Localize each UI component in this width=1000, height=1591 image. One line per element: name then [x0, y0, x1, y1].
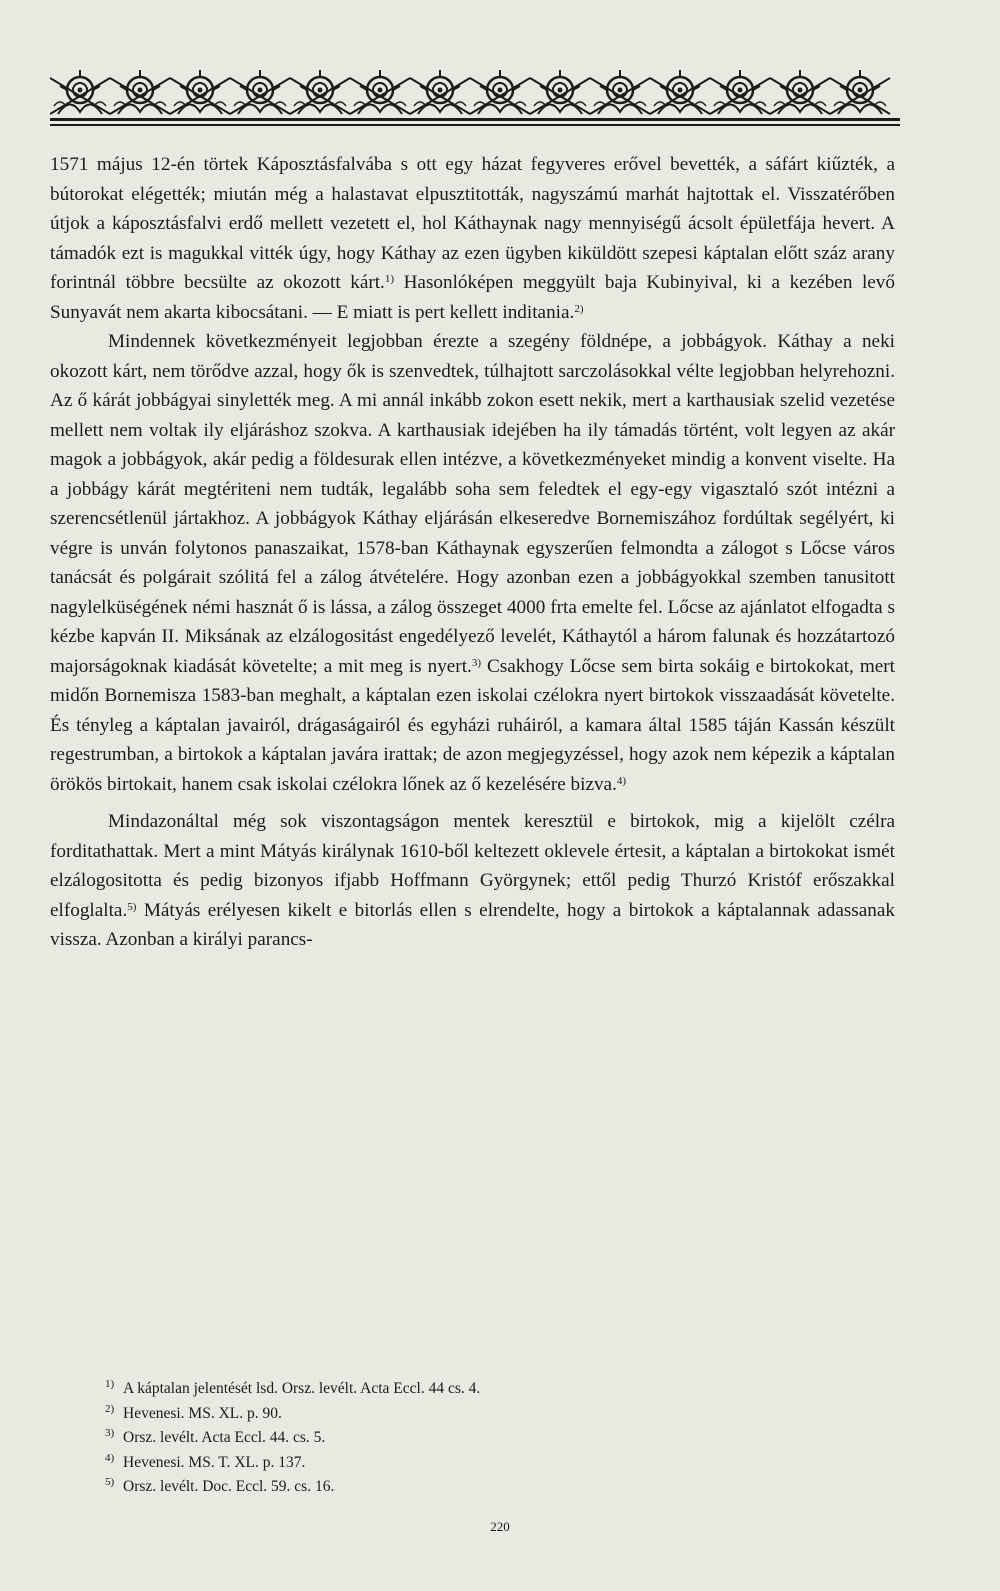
- paragraph: [50, 150, 895, 327]
- paragraph-text: Mátyás erélyesen kikelt e bitorlás ellen s elrendelte, hogy a birtokok a káptalannak adassanak vissza. Azonban a királyi parancs-: [50, 899, 895, 950]
- paragraph: [50, 807, 895, 955]
- page-number: 220: [490, 1519, 510, 1534]
- paragraph-text: Hasonlóképen meggyült baja Kubinyival, ki a kezében levő Sunyavát nem akarta kibocsátani. — E miatt is pert kellett inditania.: [50, 272, 895, 323]
- footnote-marker: 1): [384, 273, 395, 285]
- footnote: $^{5)}$ Orsz. levélt. Doc. Eccl. 59. cs. 16.: [105, 1476, 335, 1495]
- paragraph-text: 1571 május 12-én törtek Káposztásfalvába s ott egy házat fegyveres erővel bevették, a sáfárt kiűzték, a bútorokat elégették; miután még a halastavat elpusztitották, nagyszámú marhát hajtottak el. Visszatérőben útjok a káposztásfalvi erdő mellett vezetett el, hol Káthaynak nagy mennyiségű ácsolt épületfája hevert. A támadók ezt is magukkal vitték úgy, hogy Káthay az ezen ügyben kiküldött szepesi káptalan előtt száz arany forintnál többre becsülte az okozott kárt.: [50, 154, 895, 293]
- footnote-marker: 4): [616, 774, 627, 787]
- decorative-header-border: [50, 66, 900, 130]
- footnote: $^{4)}$ Hevenesi. MS. T. XL. p. 137.: [105, 1451, 306, 1471]
- footnote-marker: 3): [471, 656, 481, 669]
- footnotes: [105, 1377, 805, 1500]
- footnote-text: Orsz. levélt. Doc. Eccl. 59. cs. 16.: [123, 1478, 335, 1495]
- footnote: $^{1)}$ A káptalan jelentését lsd. Orsz. levélt. Acta Eccl. 44 cs. 4.: [105, 1378, 481, 1397]
- footnote-text: Hevenesi. MS. T. XL. p. 137.: [123, 1453, 306, 1471]
- paragraph: [50, 327, 895, 799]
- footnote-text: Hevenesi. MS. XL. p. 90.: [123, 1404, 282, 1422]
- footnote-marker: 5): [127, 900, 137, 913]
- footnote: $^{3)}$ Orsz. levélt. Acta Eccl. 44. cs. 5.: [105, 1427, 326, 1446]
- paragraph-text: Csakhogy Lőcse sem birta sokáig e birtokokat, mert midőn Bornemisza 1583-ban meghalt, a káptalan ezen iskolai czélokra nyert birtokok visszaadását követelte. És tényleg a káptalan javairól, drágaságairól és egyházi ruháiról, a kamara által 1585 táján Kassán készült regestrumban, a birtokok a káptalan javára irattak; de azon megjegyzéssel, hogy azok nem képezik a káptalan örökös birtokait, hanem csak iskolai czélokra lőnek az ő kezelésére bizva.: [50, 655, 895, 795]
- footnote: $^{2)}$ Hevenesi. MS. XL. p. 90.: [105, 1402, 282, 1422]
- paragraph-text: Mindazonáltal még sok viszontagságon mentek keresztül e birtokok, mig a kijelölt czélra forditathattak. Mert a mint Mátyás királynak 1610-ből keltezett oklevele értesit, a káptalan a birtokokat ismét elzálogositotta és pedig bizonyos ifjabb Hoffmann Györgynek; ettől pedig Thurzó Kristóf erőszakkal elfoglalta.: [50, 811, 895, 921]
- footnote-marker: 2): [574, 302, 584, 315]
- footnote-text: A káptalan jelentését lsd. Orsz. levélt. Acta Eccl. 44 cs. 4.: [123, 1380, 481, 1397]
- body-text: [50, 150, 895, 955]
- paragraph-text: Mindennek következményeit legjobban érezte a szegény földnépe, a jobbágyok. Káthay a neki okozott kárt, nem törődve azzal, hogy ők is szenvedtek, túlhajtott sarczolásokkal vélte legjobban helyrehozni. Az ő kárát jobbágyai sinylették meg. A mi annál inkább zokon esett nekik, mert a karthausiak szelid vezetése mellett nem voltak ily eljáráshoz szokva. A karthausiak idejében ha ily támadás történt, volt legyen az akár magok a jobbágyok, akár pedig a földesurak ellen intézve, a következményeket mindig a konvent viselte. Ha a jobbágy kárát megtériteni nem tudták, legalább soha sem feledtek el egy-egy vigasztaló szót intézni a szerencsétlenül jártakhoz. A jobbágyok Káthay eljárásán elkeseredve Bornemiszához fordúltak segélyért, ki végre is unván folytonos panaszaikat, 1578-ban Káthaynak egyszerűen felmondta a zálogot s Lőcse város tanácsát és polgárait szólitá fel a zálog átvételére. Hogy azonban ezen a jobbágyokkal szemben tanusitott nagylelküségének némi hasznát ő is lássa, a zálog összeget 4000 frta emelte fel. Lőcse az ajánlatot elfogadta s kézbe kapván II. Miksának az elzálogositást engedélyező levelét, Káthaytól a három falunak és hozzátartozó majorságoknak kiadását követelte; a mit meg is nyert.: [50, 331, 895, 677]
- footnote-text: Orsz. levélt. Acta Eccl. 44. cs. 5.: [123, 1429, 326, 1446]
